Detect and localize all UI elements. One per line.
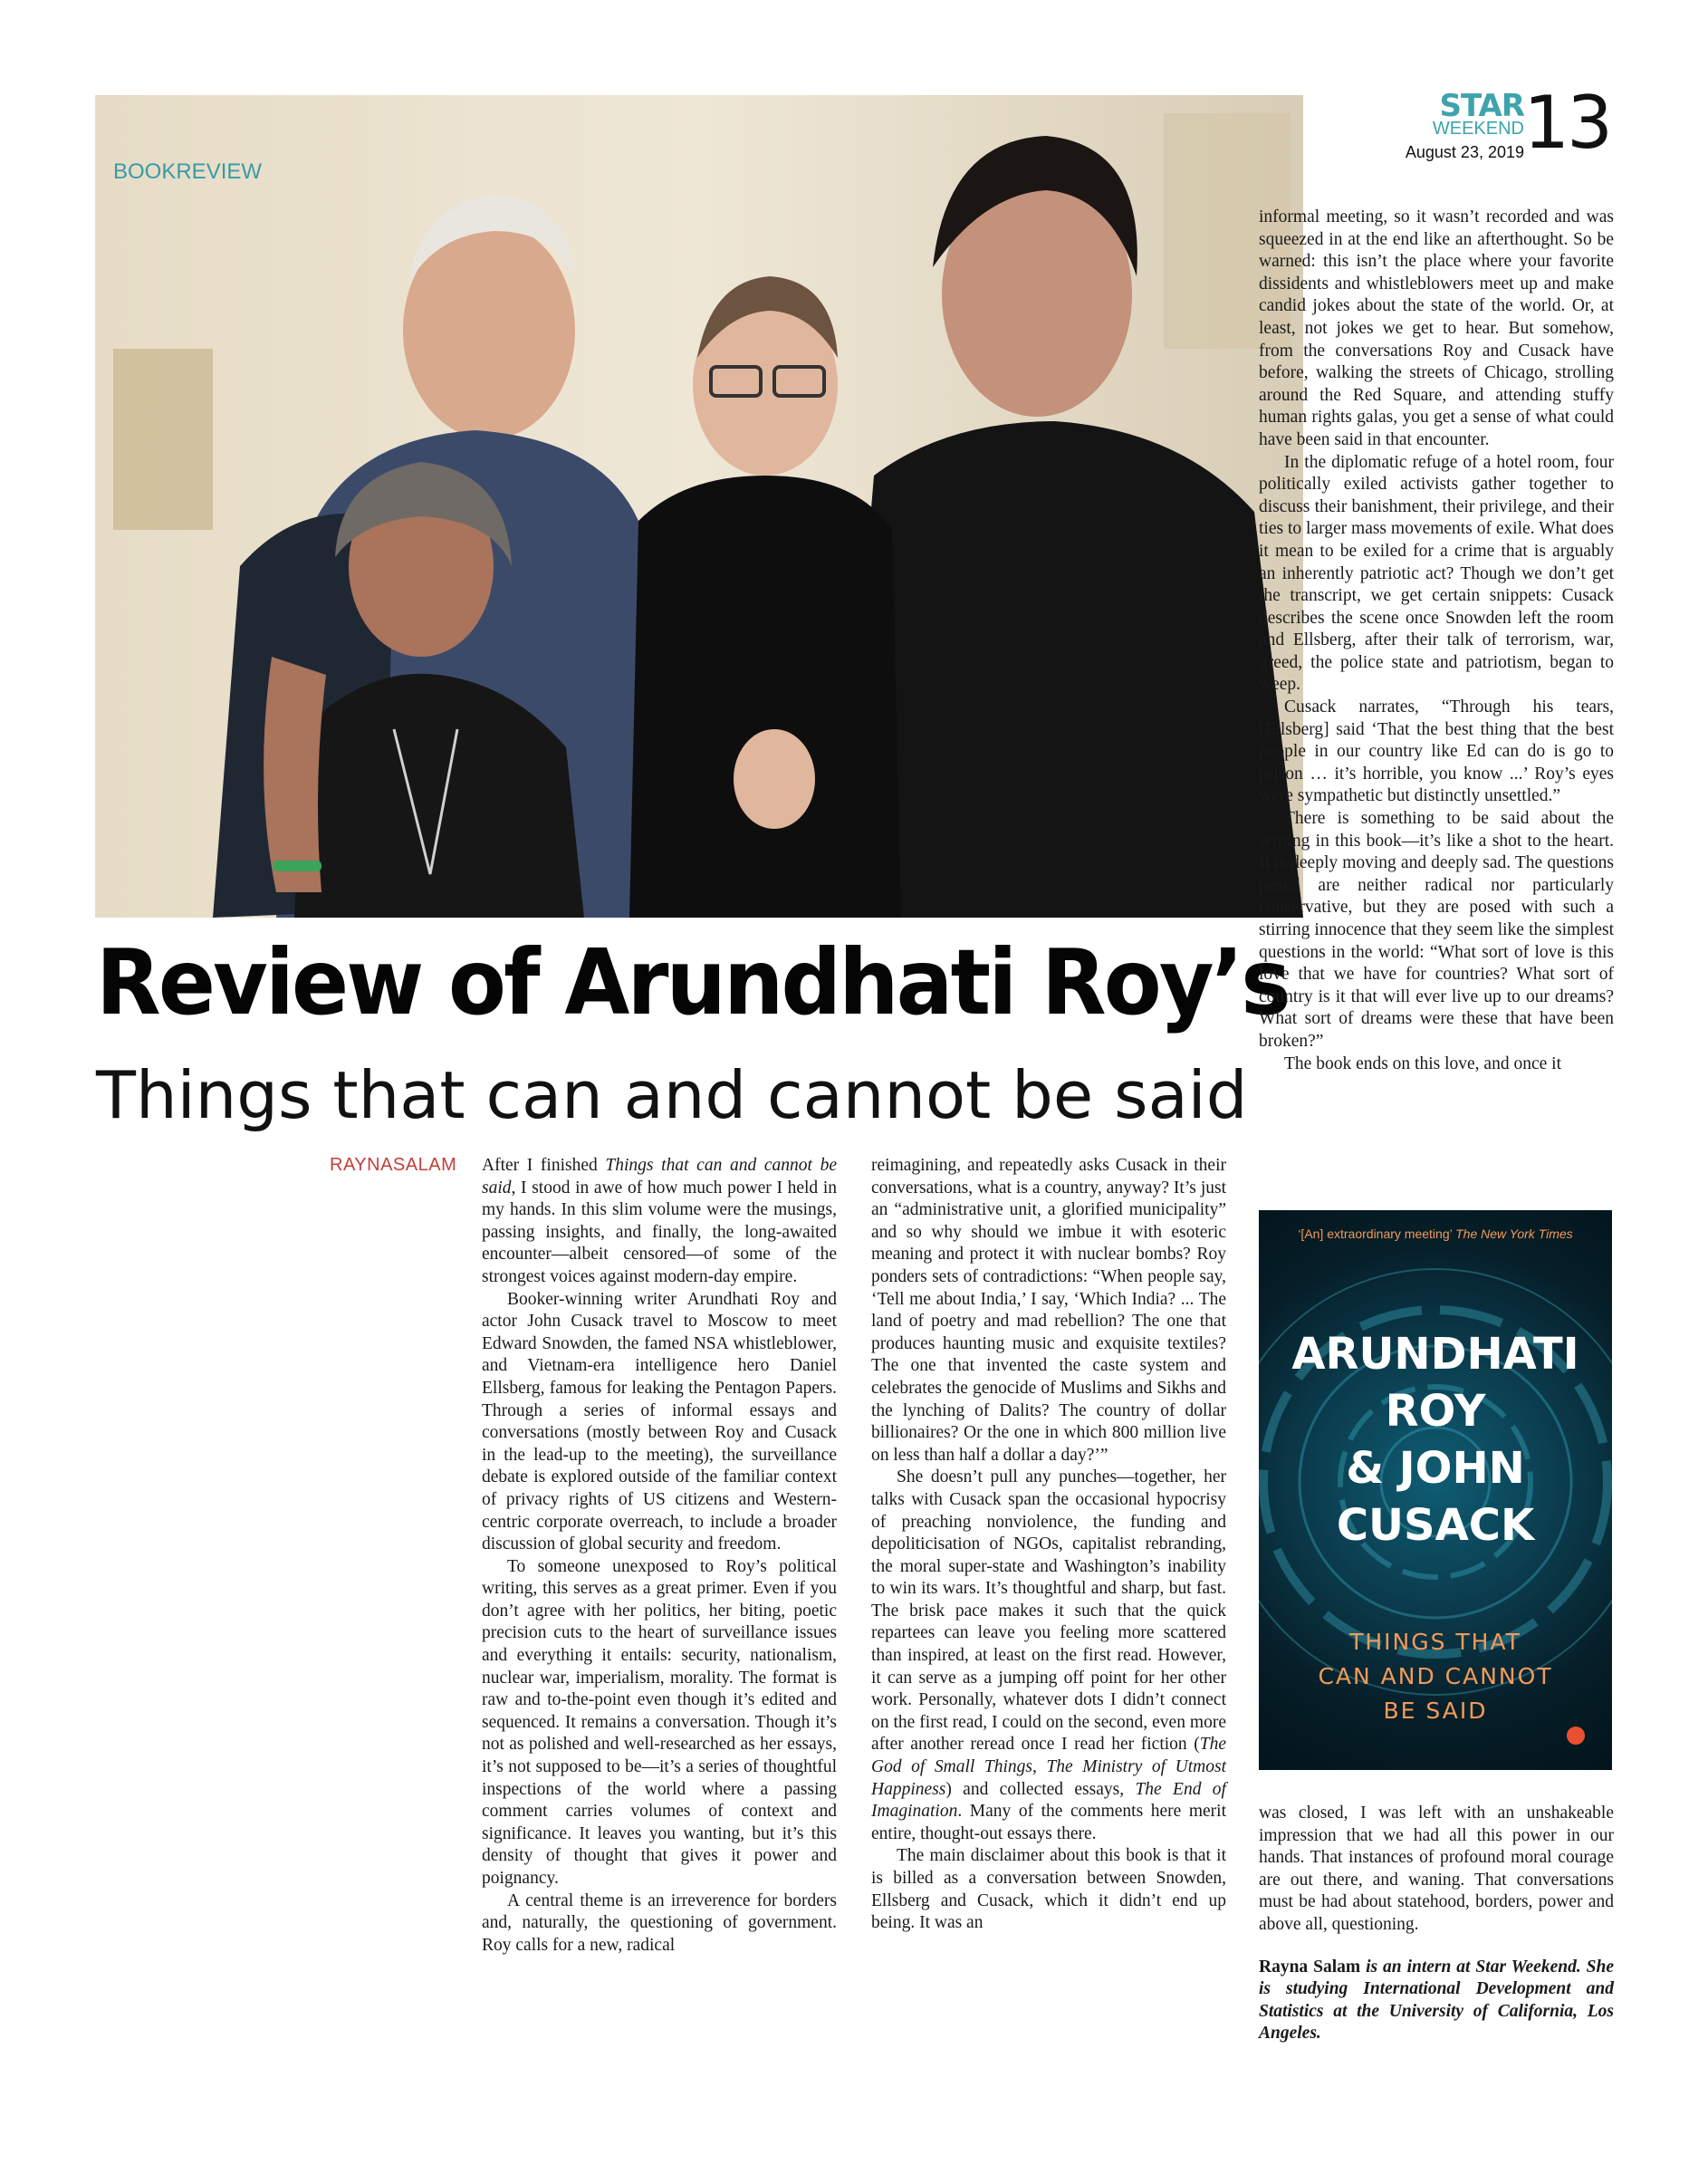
masthead-brand: STAR xyxy=(1439,88,1524,124)
paragraph: After I finished Things that can and cannot be said, I stood in awe of how much power I held in my hands. In this slim volume were the musings, passing insights, and finally, the long-awaited encounter—albeit censored—of some of the strongest voices against modern-day empire. xyxy=(482,1156,837,1286)
byline: RAYNASALAM xyxy=(330,1155,457,1175)
page-number: 13 xyxy=(1523,81,1610,165)
masthead xyxy=(1375,81,1610,172)
publisher-logo-icon xyxy=(1567,1727,1585,1745)
cover-author-line: ROY xyxy=(1385,1386,1486,1437)
paragraph: Cusack narrates, “Through his tears, [Ellsberg] said ‘That the best thing that the best people in our country like Ed can do is go to prison … it’s horrible, you know ...’ Roy’s eyes were sympathetic but distinctly unsettled.” xyxy=(1259,697,1614,806)
paragraph: informal meeting, so it wasn’t recorded and was squeezed in at the end like an afterthought. So be warned: this isn’t the place where your favorite dissidents and whistleblowers meet up and make candid jokes about the state of the world. Or, at least, not jokes we get to hear. But somehow, from the conversations Roy and Cusack have before, walking the streets of Chicago, strolling around the Red Square, and attending stuffy human rights galas, you get a sense of what could have been said in that encounter. xyxy=(1259,207,1614,449)
cover-author-line: CUSACK xyxy=(1336,1500,1535,1551)
paragraph: She doesn’t pull any punches—together, her talks with Cusack span the occasional hypocrisy of preaching nonviolence, the funding and depoliticisation of NGOs, capitalist rebranding, the moral super-state and Washington’s inability to win its wars. It’s thoughtful and sharp, but fast. The brisk pace makes it such that the quick repartees can leave you feeling more scattered than inspired, at least on the first read. However, it can serve as a jumping off point for her other work. Personally, whatever dots I didn’t connect on the first read, I could on the second, even more after another reread once I read her fiction (The God of Small Things, The Ministry of Utmost Happiness) and collected essays, The End of Imagination. Many of the comments here merit entire, thought-out essays there. xyxy=(871,1467,1226,1843)
headline: Review of Arundhati Roy’s xyxy=(96,929,1289,1035)
paragraph: Booker-winning writer Arundhati Roy and actor John Cusack travel to Moscow to meet Edward Snowden, the famed NSA whistleblower, and Vietnam-era intelligence hero Daniel Ellsberg, famous for leaking the Pentagon Papers. Through a series of informal essays and conversations (mostly between Roy and Cusack in the lead-up to the meeting), the surveillance debate is explored outside of the familiar context of privacy rights of US citizens and Western-centric corporate overreach, to include a broader discussion of global security and freedom. xyxy=(482,1289,837,1554)
paragraph: A central theme is an irreverence for borders and, naturally, the questioning of government. Roy calls for a new, radical xyxy=(482,1890,837,1955)
paragraph: The book ends on this love, and once it xyxy=(1284,1053,1561,1073)
paragraph: was closed, I was left with an unshakeable impression that we had all this power in our hands. That instances of profound moral courage are out there, and waning. That conversations must be had about statehood, borders, power and above all, questioning. xyxy=(1259,1804,1614,1934)
masthead-sub-brand: WEEKEND xyxy=(1432,119,1524,139)
issue-date: August 23, 2019 xyxy=(1405,143,1524,161)
cover-author-line: & JOHN xyxy=(1346,1443,1525,1494)
cover-title-line: BE SAID xyxy=(1383,1698,1488,1724)
cover-title xyxy=(1259,1625,1612,1728)
section-tag: BOOKREVIEW xyxy=(113,159,263,184)
cover-author-line: ARUNDHATI xyxy=(1291,1329,1579,1380)
cover-authors xyxy=(1259,1326,1612,1554)
article-column-3-top xyxy=(1259,207,1614,1075)
cover-title-line: CAN AND CANNOT xyxy=(1318,1663,1553,1689)
cover-quote: ‘[An] extraordinary meeting’ The New York Times xyxy=(1298,1226,1573,1241)
group-photo-illustration xyxy=(95,95,1303,918)
author-bio: Rayna Salam is an intern at Star Weekend. She is studying International Development and Statistics at the University of California, Los Angeles. xyxy=(1259,1957,1614,2044)
paragraph: There is something to be said about the writing in this book—it’s like a shot to the heart. It is deeply moving and deeply sad. The questions posed are neither radical nor particularly conservative, but they are posed with such a stirring innocence that they seem like the simplest questions in the world: “What sort of love is this love that we have for countries? What sort of country is it that will ever live up to our dreams? What sort of dreams were these that have been broken?” xyxy=(1259,809,1614,1051)
paragraph: reimagining, and repeatedly asks Cusack in their conversations, what is a country, anyway? It’s just an “administrative unit, a glorified municipality” and so why should we imbue it with esoteric meaning and protect it with nuclear bombs? Roy ponders sets of contradictions: “When people say, ‘Tell me about India,’ I say, ‘Which India? ... The land of poetry and mad rebellion? The one that produces haunting music and exquisite textiles? The one that invented the caste system and celebrates the genocide of Muslims and Sikhs and the lynching of Dalits? The country of dollar billionaires? Or the one in which 800 million live on less than half a dollar a day?’” xyxy=(871,1156,1226,1465)
paragraph: In the diplomatic refuge of a hotel room, four politically exiled activists gather together to discuss their banishment, their privilege, and their ties to larger mass movements of exile. What does it mean to be exiled for a crime that is arguably an inherently patriotic act? Though we don’t get the transcript, we get certain snippets: Cusack describes the scene once Snowden left the room and Ellsberg, after their talk of terrorism, war, greed, the police state and patriotism, began to weep. xyxy=(1259,452,1614,695)
article-column-1 xyxy=(482,1155,837,1957)
article-column-2 xyxy=(871,1155,1226,1935)
book-cover xyxy=(1259,1210,1612,1770)
article-column-3-bottom xyxy=(1259,1803,1614,2045)
article-photo xyxy=(95,95,1303,918)
subhead: Things that can and cannot be said xyxy=(96,1057,1248,1133)
paragraph: The main disclaimer about this book is that it is billed as a conversation between Snowden, Ellsberg and Cusack, which it didn’t end up being. It was an xyxy=(871,1846,1226,1933)
cover-title-line: THINGS THAT xyxy=(1349,1629,1521,1655)
paragraph: To someone unexposed to Roy’s political writing, this serves as a great primer. Even if you don’t agree with her politics, her biting, poetic precision cuts to the heart of surveillance issues and everything it entails: security, nationalism, nuclear war, imperialism, morality. The format is raw and to-the-point even though it’s edited and sequenced. It remains a conversation. Though it’s not as polished and well-researched as her essays, it’s not supposed to be—it’s a series of thoughtful inspections of the world where a passing comment carries volumes of context and significance. It leaves you wanting, but it’s this density of thought that gives it power and poignancy. xyxy=(482,1556,837,1888)
